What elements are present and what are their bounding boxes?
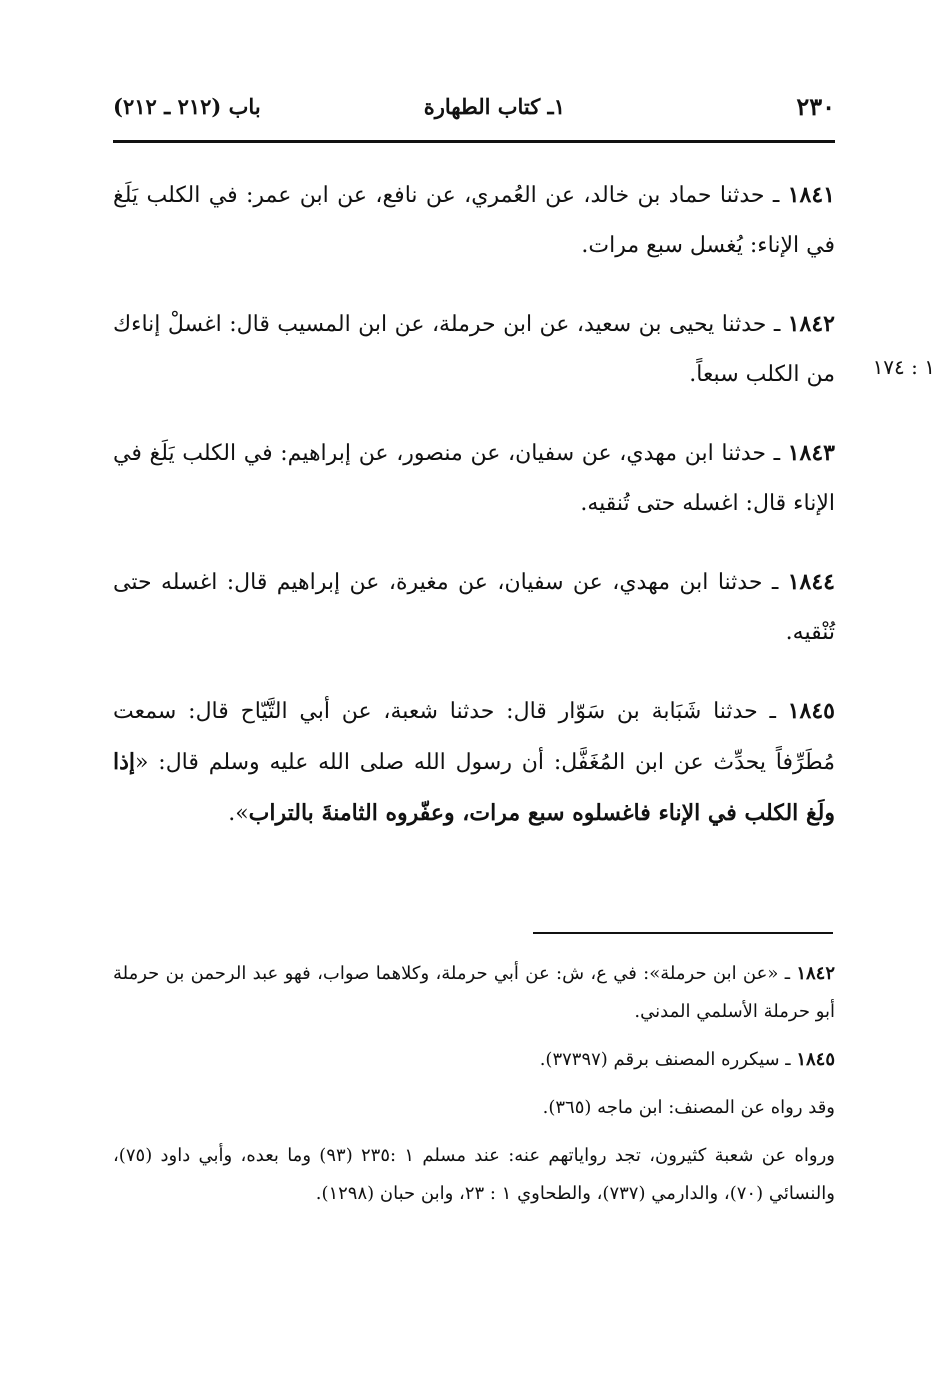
hadith-text: ـ حدثنا شَبَابة بن سَوّار قال: حدثنا شعبة، عن أبي التَّيّاح قال: سمعت مُطَرِّفاً يحدِّث عن ابن المُغَفَّل: أن رسول الله صلى الله عليه وسلم قال: « xyxy=(113,699,835,775)
hadith-text-end: ». xyxy=(228,801,249,826)
hadith-prophetic-quote: إذا ولَغ الكلب في الإناء فاغسلوه سبع مرات، وعفّروه الثامنةَ بالتراب xyxy=(113,749,835,826)
hadith-number: ١٨٤٥ xyxy=(787,698,835,724)
hadith-text: ـ حدثنا ابن مهدي، عن سفيان، عن مغيرة، عن إبراهيم قال: اغسله حتى تُنْقيه. xyxy=(113,570,835,645)
hadith-text: ـ حدثنا حماد بن خالد، عن العُمري، عن نافع، عن ابن عمر: في الكلب يَلَغ في الإناء: يُغسل سبع مرات. xyxy=(113,183,835,258)
running-head xyxy=(113,92,835,132)
footnote xyxy=(113,1041,835,1079)
footnote-text: وقد رواه عن المصنف: ابن ماجه (٣٦٥). xyxy=(542,1097,835,1118)
hadith-text: ـ حدثنا يحيى بن سعيد، عن ابن حرملة، عن ابن المسيب قال: اغسلْ إناءك من الكلب سبعاً. xyxy=(113,312,835,387)
hadith-paragraph xyxy=(113,686,835,839)
page-number: ٢٣٠ xyxy=(796,92,835,121)
footnotes xyxy=(113,955,835,1223)
hadith-number: ١٨٤١ xyxy=(787,182,835,208)
footnote-text: ـ سيكرره المصنف برقم (٣٧٣٩٧). xyxy=(539,1049,791,1070)
footnote-number: ١٨٤٢ xyxy=(796,963,835,984)
hadith-paragraph xyxy=(113,170,835,271)
hadith-number: ١٨٤٣ xyxy=(787,440,835,466)
footnote xyxy=(113,955,835,1031)
book-title: ١ـ كتاب الطهارة xyxy=(423,94,565,119)
chapter-range: باب (٢١٢ ـ ٢١٢) xyxy=(113,94,261,119)
hadith-paragraph xyxy=(113,428,835,529)
footnote xyxy=(113,1089,835,1127)
hadith-paragraph xyxy=(113,299,835,400)
footnote-text: ورواه عن شعبة كثيرون، تجد رواياتهم عنه: عند مسلم ١ :٢٣٥ (٩٣) وما بعده، وأبي داود (٧٥)، والنسائي (٧٠)، والدارمي (٧٣٧)، والطحاوي ١ : ٢٣، وابن حبان (١٢٩٨). xyxy=(113,1145,835,1204)
hadith-number: ١٨٤٢ xyxy=(787,311,835,337)
footnote xyxy=(113,1137,835,1213)
hadith-text: ـ حدثنا ابن مهدي، عن سفيان، عن منصور، عن إبراهيم: في الكلب يَلَغ في الإناء قال: اغسله حتى تُنقيه. xyxy=(113,441,835,516)
hadith-paragraph xyxy=(113,557,835,658)
main-text xyxy=(113,170,835,867)
footnote-number: ١٨٤٥ xyxy=(796,1049,835,1070)
hadith-number: ١٨٤٤ xyxy=(787,569,835,595)
margin-reference: ١ : ١٧٤ xyxy=(872,355,935,379)
footnote-text: ـ «عن ابن حرملة»: في ع، ش: عن أبي حرملة، وكلاهما صواب، فهو عبد الرحمن بن حرملة أبو حرملة الأسلمي المدني. xyxy=(113,963,835,1022)
footnote-divider xyxy=(533,932,833,934)
header-divider xyxy=(113,140,835,143)
